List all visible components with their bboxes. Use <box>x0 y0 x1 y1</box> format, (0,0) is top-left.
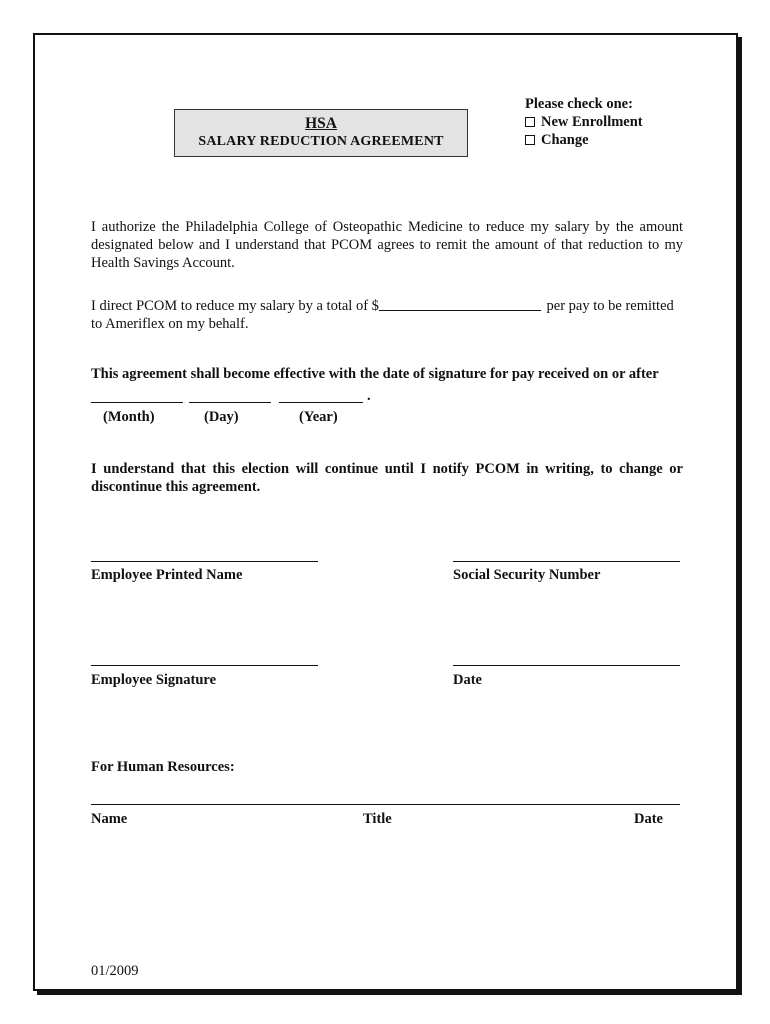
hr-name-label: Name <box>91 811 128 827</box>
form-page <box>33 33 738 991</box>
change-label: Change <box>541 132 589 148</box>
form-subtitle: SALARY REDUCTION AGREEMENT <box>198 134 444 149</box>
continuation-statement: I understand that this election will continue until I notify PCOM in writing, to change or discontinue this agreement. <box>91 461 683 495</box>
direct-amount-prefix: I direct PCOM to reduce my salary by a total of $ <box>91 298 379 314</box>
signature-date-label: Date <box>453 672 482 688</box>
new-enrollment-checkbox[interactable] <box>525 117 535 127</box>
new-enrollment-option[interactable] <box>525 113 643 131</box>
effective-statement: This agreement shall become effective with the date of signature for pay received on or after <box>91 366 659 382</box>
employee-signature-label: Employee Signature <box>91 672 216 688</box>
month-field[interactable] <box>91 402 183 403</box>
change-option[interactable] <box>525 131 589 149</box>
direct-amount-line <box>91 297 691 315</box>
day-label: (Day) <box>204 409 239 425</box>
hr-heading: For Human Resources: <box>91 759 235 775</box>
employee-printed-name-label: Employee Printed Name <box>91 567 243 583</box>
ssn-label: Social Security Number <box>453 567 601 583</box>
month-label: (Month) <box>103 409 155 425</box>
employee-signature-field[interactable] <box>91 665 318 666</box>
day-field[interactable] <box>189 402 271 403</box>
authorization-paragraph: I authorize the Philadelphia College of Osteopathic Medicine to reduce my salary by the amount designated below and I understand that PCOM agrees to remit the amount of that reduction to my Health Savings Account. <box>91 219 683 271</box>
year-field[interactable] <box>279 402 363 403</box>
new-enrollment-label: New Enrollment <box>541 114 643 130</box>
form-title: HSA <box>305 115 337 132</box>
ssn-field[interactable] <box>453 561 680 562</box>
signature-date-field[interactable] <box>453 665 680 666</box>
direct-amount-suffix: per pay to be remitted <box>546 298 674 314</box>
year-label: (Year) <box>299 409 338 425</box>
hr-signature-field[interactable] <box>91 804 680 805</box>
date-period: . <box>367 388 371 404</box>
change-checkbox[interactable] <box>525 135 535 145</box>
employee-printed-name-field[interactable] <box>91 561 318 562</box>
form-revision: 01/2009 <box>91 963 139 979</box>
amount-per-pay-field[interactable] <box>379 298 541 311</box>
form-title-box <box>174 109 468 157</box>
direct-amount-line2: to Ameriflex on my behalf. <box>91 316 249 332</box>
check-one-label: Please check one: <box>525 96 633 112</box>
hr-date-label: Date <box>634 811 663 827</box>
hr-title-label: Title <box>363 811 392 827</box>
